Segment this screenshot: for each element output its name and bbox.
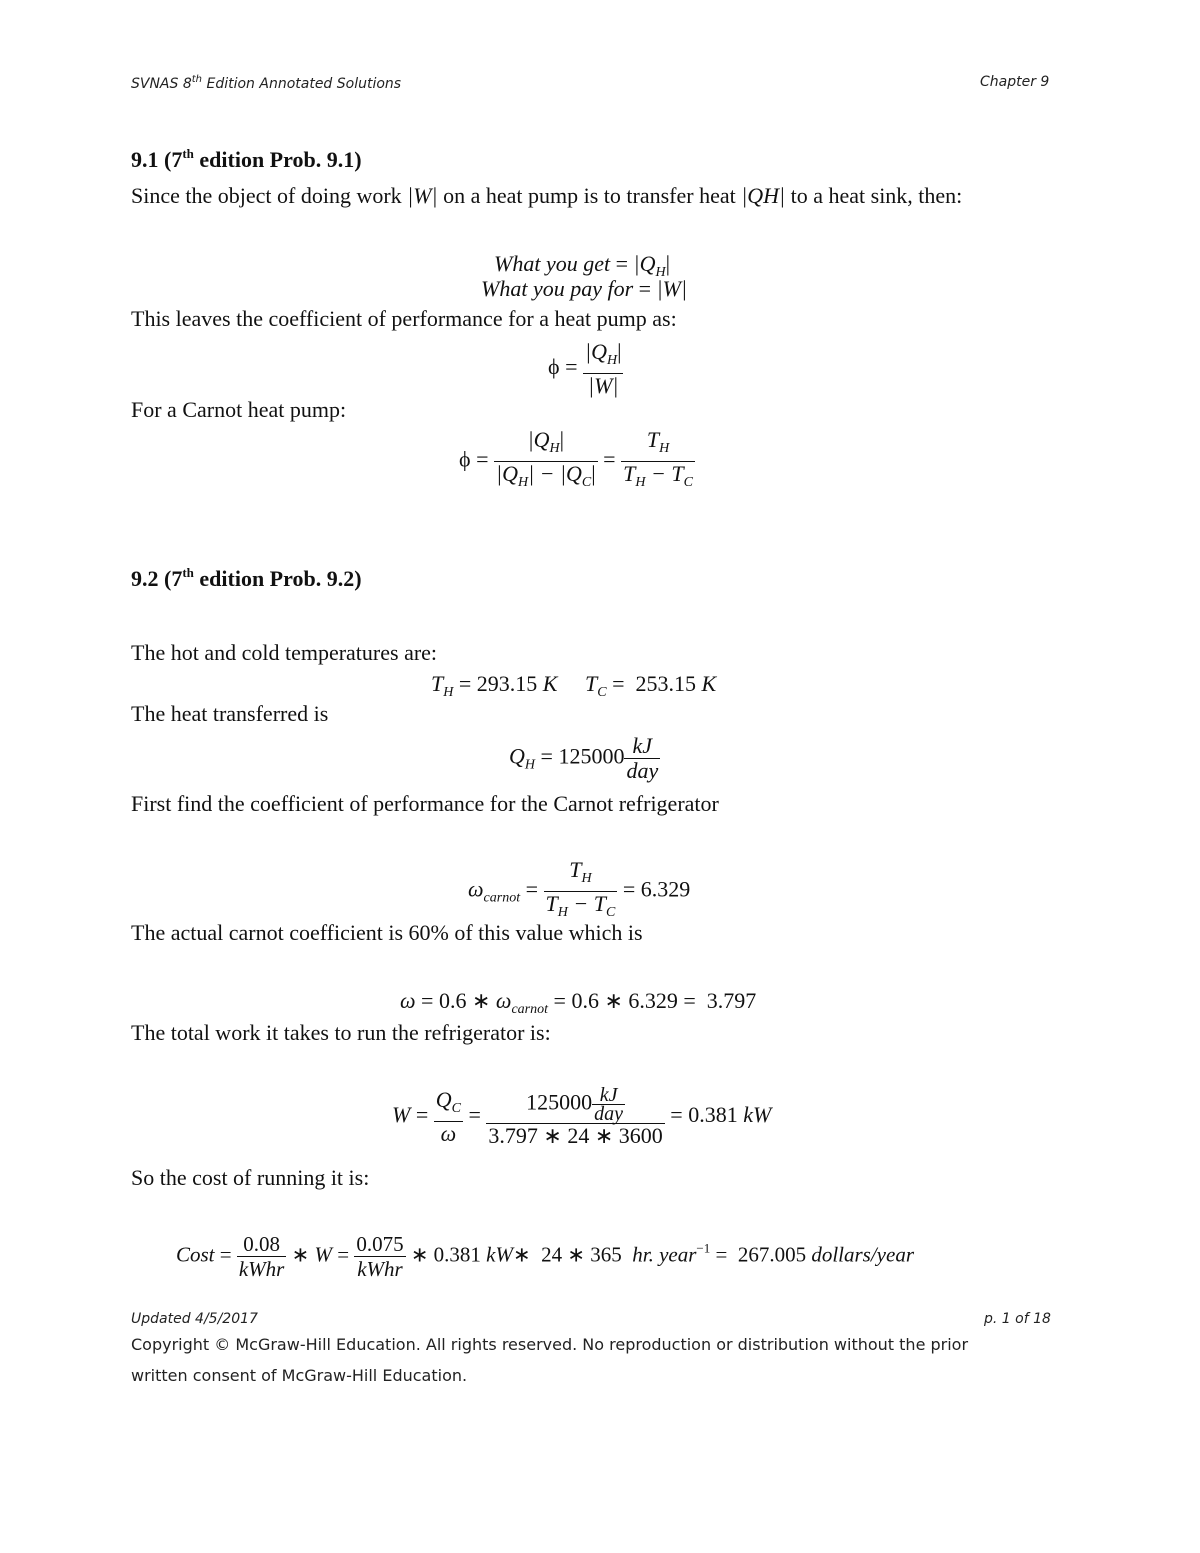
work-q-over-omega: $\frac{Q_C}{\omega}$: [435, 1087, 461, 1146]
pay-label: What you pay for: [481, 276, 634, 301]
cost-equation: Cost = $\frac{0.08}{\text{kWhr}}$ ∗ W = $\frac{0.075}{\text{kWhr}}$ ∗ 0.381 kW∗ 24 ∗ 365 hr. year$^{-1}$ = 267.005 dollars/year: [176, 1232, 914, 1281]
intro-work-symbol: |W|: [407, 183, 438, 208]
pay-value: |W|: [656, 276, 687, 301]
cost-intro-text: So the cost of running it is:: [131, 1165, 370, 1190]
factor-value: 0.6: [438, 988, 467, 1013]
fraction-numerator-subscript: H: [581, 871, 592, 886]
total-work-text: The total work it takes to run the refrigerator is:: [131, 1020, 551, 1045]
qh-subscript: H: [524, 757, 536, 773]
problem-9-1-intro: [131, 183, 962, 209]
carnot-refrigerator-fraction: $\frac{T_H}{T_H - T_C}$: [545, 857, 616, 920]
actual-cop-equation: ω = 0.6 ∗ $\omega_{carnot} = 0.6$ ∗ 6.329 = 3.797: [400, 988, 757, 1017]
actual-coefficient-text: The actual carnot coefficient is 60% of this value which is: [131, 920, 643, 945]
price-fraction-2: [354, 1232, 405, 1281]
factor-value-2: 0.6: [571, 988, 599, 1013]
carnot-intro-text: For a Carnot heat pump:: [131, 397, 347, 422]
intro-text-middle: on a heat pump is to transfer heat: [437, 183, 742, 208]
heading-superscript: th: [182, 146, 194, 161]
header-title-rest: Edition Annotated Solutions: [202, 76, 402, 92]
heading-text: 9.2 (7: [131, 566, 183, 591]
get-value: |Q: [633, 251, 656, 276]
tc-value: 253.15: [635, 671, 696, 696]
header-superscript: th: [191, 74, 203, 85]
heat-denominator-cold: | − |Q: [528, 461, 582, 486]
copyright-line-1: Copyright © McGraw-Hill Education. All rights reserved. No reproduction or distribution without the prior: [131, 1335, 969, 1354]
omega-carnot-symbol: ω: [495, 988, 512, 1013]
hours-exponent: −1: [696, 1240, 711, 1256]
tc-unit: K: [701, 671, 717, 696]
copyright-notice: [131, 1329, 1091, 1391]
temp-denominator-cold-subscript: C: [683, 475, 693, 490]
temp-denominator-hot-subscript: H: [635, 475, 646, 490]
omega-carnot-subscript: carnot: [511, 1002, 549, 1017]
cop-fraction: $\frac{|Q_H|}{|W|}$: [585, 339, 622, 398]
price-unit-1: kWhr: [238, 1257, 285, 1281]
first-find-text: First find the coefficient of performance for the Carnot refrigerator: [131, 791, 719, 816]
heat-denominator-cold-subscript: C: [581, 475, 592, 490]
heading-text: 9.1 (7: [131, 147, 183, 172]
omega-carnot-value: 6.329: [628, 988, 678, 1013]
cost-work-unit: kW: [486, 1242, 513, 1267]
cop-intro-text: This leaves the coefficient of performance for a heat pump as:: [131, 306, 677, 331]
fraction-denominator-cold-subscript: C: [606, 905, 616, 920]
cop-numerator: |Q: [585, 339, 607, 364]
phi-symbol: ϕ: [548, 354, 560, 380]
th-value: 293.15: [476, 671, 538, 696]
page-header-right: Chapter 9: [980, 74, 1050, 90]
temp-denominator-hot: T: [623, 461, 636, 486]
intro-text-end: to a heat sink, then:: [785, 183, 963, 208]
work-result: 0.381: [688, 1102, 738, 1128]
price-fraction-1: [237, 1232, 287, 1281]
hours-value: 24 ∗ 365: [541, 1242, 622, 1267]
omega-subscript: carnot: [483, 890, 521, 906]
th-subscript: H: [443, 685, 454, 700]
qh-unit-numerator: kJ: [624, 734, 660, 759]
updated-date: Updated 4/5/2017: [131, 1311, 258, 1327]
omega-symbol: ω: [468, 876, 484, 902]
qh-value: 125000: [558, 743, 625, 769]
carnot-temperature-fraction: [621, 428, 695, 495]
heading-text-rest: edition Prob. 9.1): [193, 147, 362, 172]
omega-symbol: ω: [400, 988, 416, 1013]
cop-numerator-subscript: H: [606, 353, 618, 368]
get-subscript: H: [655, 265, 666, 280]
cost-work-value: 0.381: [433, 1242, 481, 1267]
tc-subscript: C: [597, 685, 607, 700]
price-2: 0.075: [356, 1232, 404, 1256]
heat-denominator-hot: |Q: [496, 461, 518, 486]
temp-denominator-cold: − T: [645, 461, 684, 486]
temp-numerator: T: [646, 427, 660, 452]
cost-label: Cost: [176, 1242, 215, 1267]
cop-denominator: |W|: [588, 373, 619, 398]
page-header-left: [131, 74, 401, 92]
heat-numerator: |Q: [527, 427, 550, 452]
heading-superscript: th: [182, 565, 194, 580]
work-unit-denominator: day: [594, 1103, 624, 1125]
problem-9-1-heading: [131, 146, 362, 173]
temp-numerator-subscript: H: [659, 441, 670, 456]
work-unit-numerator: kJ: [592, 1086, 625, 1105]
what-you-pay-equation: What you pay for = |W|: [481, 276, 687, 301]
heat-transferred-equation: $Q_H = 125000$ $\frac{kJ}{\text{day}}$: [509, 733, 659, 783]
price-unit-2: kWhr: [357, 1257, 403, 1281]
header-title: SVNAS 8: [131, 76, 192, 92]
carnot-cop-equation: ϕ = $\frac{|Q_H|}{|Q_H| - |Q_C|}$ = $\frac{T_H}{T_H - T_C}$: [459, 428, 695, 495]
temperatures-text: The hot and cold temperatures are:: [131, 640, 438, 665]
page-number: p. 1 of 18: [984, 1311, 1051, 1327]
heading-text-rest: edition Prob. 9.2): [193, 566, 362, 591]
work-numerator-value: 125000: [526, 1089, 593, 1115]
th-unit: K: [542, 671, 558, 696]
cost-result: 267.005: [737, 1242, 807, 1267]
work-equation: W = $\frac{Q_C}{\omega}$ = 125000 $\frac{kJ}{\text{day}}$ 3.797 ∗ 24 ∗ 3600 = 0.381 kW: [392, 1084, 772, 1148]
cost-unit: dollars/year: [811, 1242, 914, 1267]
omega-carnot-value: 6.329: [640, 876, 691, 902]
phi-symbol: ϕ: [459, 446, 471, 472]
heat-denominator-hot-subscript: H: [517, 475, 529, 490]
heat-numerator-subscript: H: [549, 441, 560, 456]
qh-unit-fraction: [624, 734, 660, 783]
qh-unit-denominator: day: [626, 758, 659, 783]
copyright-line-2: written consent of McGraw-Hill Education.: [131, 1366, 468, 1385]
temperatures-equation: $T_H = 293.15$ K $T_C = 253.15$ K: [431, 671, 717, 700]
intro-heat-symbol: |QH|: [741, 183, 786, 208]
problem-9-2-heading: [131, 565, 362, 592]
work-value-fraction: [486, 1086, 664, 1148]
carnot-cop-value-equation: $\omega_{carnot}$ = $\frac{T_H}{T_H - T_C}$ = 6.329: [468, 858, 690, 925]
work-denominator: 3.797 ∗ 24 ∗ 3600: [488, 1123, 663, 1148]
qc-subscript: C: [451, 1101, 461, 1116]
work-unit: kW: [743, 1102, 772, 1128]
get-label: What you get: [494, 251, 611, 276]
fraction-denominator-cold: − T: [567, 891, 606, 916]
omega-denominator: ω: [440, 1121, 457, 1146]
omega-value: 3.797: [706, 988, 757, 1013]
cop-equation: ϕ = $\frac{|Q_H|}{|W|}$: [548, 339, 622, 398]
intro-text: Since the object of doing work: [131, 183, 408, 208]
price-1: 0.08: [237, 1232, 287, 1257]
carnot-heat-fraction: $\frac{|Q_H|}{|Q_H| - |Q_C|}$: [496, 427, 596, 490]
heat-transferred-text: The heat transferred is: [131, 701, 329, 726]
fraction-denominator-hot-subscript: H: [557, 905, 568, 920]
hours-unit: hr. year: [632, 1242, 697, 1267]
what-you-get-equation: What you get = $|Q_H|$: [494, 251, 670, 280]
